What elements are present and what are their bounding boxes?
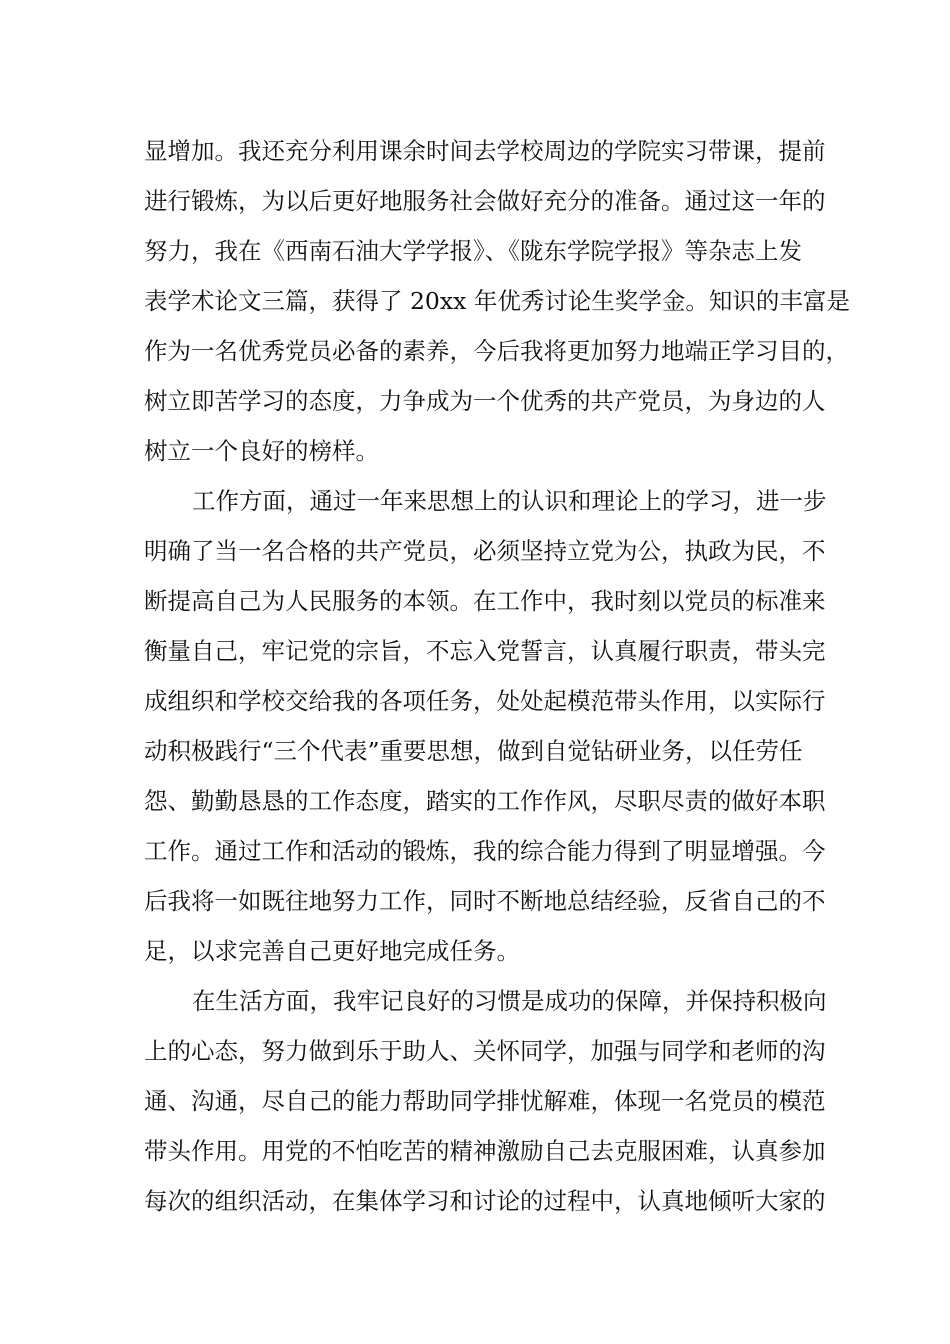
- paragraph-1-line-1: 显增加。我还充分利用课余时间去学校周边的学院实习带课，提前: [144, 137, 826, 165]
- paragraph-2-line-7: 怨、勤勤恳恳的工作态度，踏实的工作作风，尽职尽责的做好本职: [144, 787, 826, 815]
- paragraph-3-line-1: 在生活方面，我牢记良好的习惯是成功的保障，并保持积极向: [192, 987, 827, 1015]
- paragraph-2-line-8: 工作。通过工作和活动的锻炼，我的综合能力得到了明显增强。今: [144, 837, 826, 865]
- paragraph-2-line-6: 动积极践行“三个代表”重要思想，做到自觉钻研业务，以任劳任: [144, 737, 803, 765]
- paragraph-2-line-5: 成组织和学校交给我的各项任务，处处起模范带头作用，以实际行: [144, 687, 826, 715]
- paragraph-1-line-3: 努力，我在《西南石油大学学报》、《陇东学院学报》等杂志上发: [144, 237, 802, 265]
- paragraph-2-line-3: 断提高自己为人民服务的本领。在工作中，我时刻以党员的标准来: [144, 587, 826, 615]
- paragraph-1-line-4: 表学术论文三篇，获得了 20xx 年优秀讨论生奖学金。知识的丰富是: [144, 287, 850, 315]
- paragraph-1-line-2: 进行锻炼，为以后更好地服务社会做好充分的准备。通过这一年的: [144, 187, 826, 215]
- paragraph-3-line-2: 上的心态，努力做到乐于助人、关怀同学，加强与同学和老师的沟: [144, 1037, 826, 1065]
- paragraph-2-line-9: 后我将一如既往地努力工作，同时不断地总结经验，反省自己的不: [144, 887, 826, 915]
- paragraph-3-line-3: 通、沟通，尽自己的能力帮助同学排忧解难，体现一名党员的模范: [144, 1087, 826, 1115]
- paragraph-1-line-7: 树立一个良好的榜样。: [144, 437, 379, 465]
- paragraph-2-line-1: 工作方面，通过一年来思想上的认识和理论上的学习，进一步: [192, 487, 827, 515]
- paragraph-3-line-5: 每次的组织活动，在集体学习和讨论的过程中，认真地倾听大家的: [144, 1187, 826, 1215]
- paragraph-3-line-4: 带头作用。用党的不怕吃苦的精神激励自己去克服困难，认真参加: [144, 1137, 826, 1165]
- paragraph-1-line-5: 作为一名优秀党员必备的素养，今后我将更加努力地端正学习目的，: [144, 337, 849, 365]
- paragraph-2-line-4: 衡量自己，牢记党的宗旨，不忘入党誓言，认真履行职责，带头完: [144, 637, 826, 665]
- paragraph-2-line-10: 足，以求完善自己更好地完成任务。: [144, 937, 520, 965]
- paragraph-1-line-6: 树立即苦学习的态度，力争成为一个优秀的共产党员，为身边的人: [144, 387, 826, 415]
- paragraph-2-line-2: 明确了当一名合格的共产党员，必须坚持立党为公，执政为民，不: [144, 537, 826, 565]
